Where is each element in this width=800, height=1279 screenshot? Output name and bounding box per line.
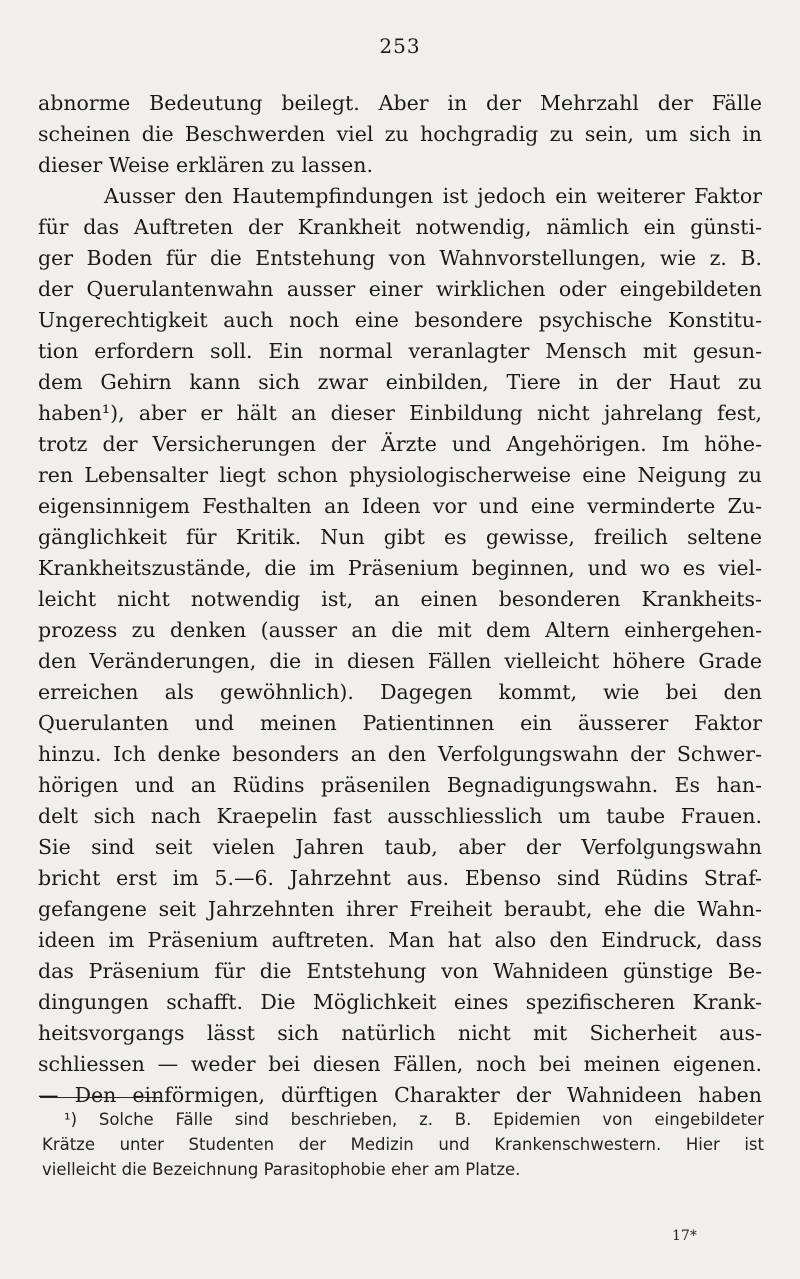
- text-line: heitsvorgangs lässt sich natürlich nicht mit Sicherheit aus-: [38, 1021, 762, 1045]
- footnote-line: Krätze unter Studenten der Medizin und Krankenschwestern. Hier ist: [42, 1135, 764, 1154]
- text-line: gänglichkeit für Kritik. Nun gibt es gewisse, freilich seltene: [38, 525, 762, 549]
- text-line: Sie sind seit vielen Jahren taub, aber der Verfolgungswahn: [38, 835, 762, 859]
- printer-signature: 17*: [672, 1228, 697, 1244]
- text-line: gefangene seit Jahrzehnten ihrer Freiheit beraubt, ehe die Wahn-: [38, 897, 762, 921]
- text-line: Ungerechtigkeit auch noch eine besondere psychische Konstitu-: [38, 308, 762, 332]
- footnote-line: ¹) Solche Fälle sind beschrieben, z. B. Epidemien von eingebildeter: [64, 1110, 764, 1129]
- body-text: [38, 88, 762, 1111]
- text-line: schliessen — weder bei diesen Fällen, noch bei meinen eigenen.: [38, 1052, 762, 1076]
- text-line: dem Gehirn kann sich zwar einbilden, Tiere in der Haut zu: [38, 370, 762, 394]
- text-line: hörigen und an Rüdins präsenilen Begnadigungswahn. Es han-: [38, 773, 762, 797]
- footnote: [42, 1107, 764, 1182]
- text-line: hinzu. Ich denke besonders an den Verfolgungswahn der Schwer-: [38, 742, 762, 766]
- text-line: der Querulantenwahn ausser einer wirklichen oder eingebildeten: [38, 277, 762, 301]
- text-line: ideen im Präsenium auftreten. Man hat also den Eindruck, dass: [38, 928, 762, 952]
- page-number: 253: [379, 34, 421, 58]
- text-line: den Veränderungen, die in diesen Fällen vielleicht höhere Grade: [38, 649, 762, 673]
- text-line: trotz der Versicherungen der Ärzte und Angehörigen. Im höhe-: [38, 432, 762, 456]
- text-line: — Den einförmigen, dürftigen Charakter der Wahnideen haben: [38, 1083, 762, 1107]
- text-line: erreichen als gewöhnlich). Dagegen kommt, wie bei den: [38, 680, 762, 704]
- text-line: dieser Weise erklären zu lassen.: [38, 153, 374, 177]
- footnote-divider: [40, 1097, 162, 1098]
- text-line: eigensinnigem Festhalten an Ideen vor und eine verminderte Zu-: [38, 494, 762, 518]
- text-line: ren Lebensalter liegt schon physiologischerweise eine Neigung zu: [38, 463, 762, 487]
- text-line: delt sich nach Kraepelin fast ausschliesslich um taube Frauen.: [38, 804, 762, 828]
- text-line: leicht nicht notwendig ist, an einen besonderen Krankheits-: [38, 587, 762, 611]
- text-line: scheinen die Beschwerden viel zu hochgradig zu sein, um sich in: [38, 122, 762, 146]
- text-line: tion erfordern soll. Ein normal veranlagter Mensch mit gesun-: [38, 339, 762, 363]
- text-line: bricht erst im 5.—6. Jahrzehnt aus. Ebenso sind Rüdins Straf-: [38, 866, 762, 890]
- text-line: prozess zu denken (ausser an die mit dem Altern einhergehen-: [38, 618, 762, 642]
- text-line: haben¹), aber er hält an dieser Einbildung nicht jahrelang fest,: [38, 401, 762, 425]
- text-line: abnorme Bedeutung beilegt. Aber in der Mehrzahl der Fälle: [38, 91, 762, 115]
- text-line: Ausser den Hautempfindungen ist jedoch ein weiterer Faktor: [104, 184, 762, 208]
- text-line: Krankheitszustände, die im Präsenium beginnen, und wo es viel-: [38, 556, 762, 580]
- text-line: Querulanten und meinen Patientinnen ein äusserer Faktor: [38, 711, 762, 735]
- footnote-line: vielleicht die Bezeichnung Parasitophobie eher am Platze.: [42, 1160, 521, 1179]
- text-line: ger Boden für die Entstehung von Wahnvorstellungen, wie z. B.: [38, 246, 762, 270]
- text-line: für das Auftreten der Krankheit notwendig, nämlich ein günsti-: [38, 215, 762, 239]
- text-line: dingungen schafft. Die Möglichkeit eines spezifischeren Krank-: [38, 990, 762, 1014]
- text-line: das Präsenium für die Entstehung von Wahnideen günstige Be-: [38, 959, 762, 983]
